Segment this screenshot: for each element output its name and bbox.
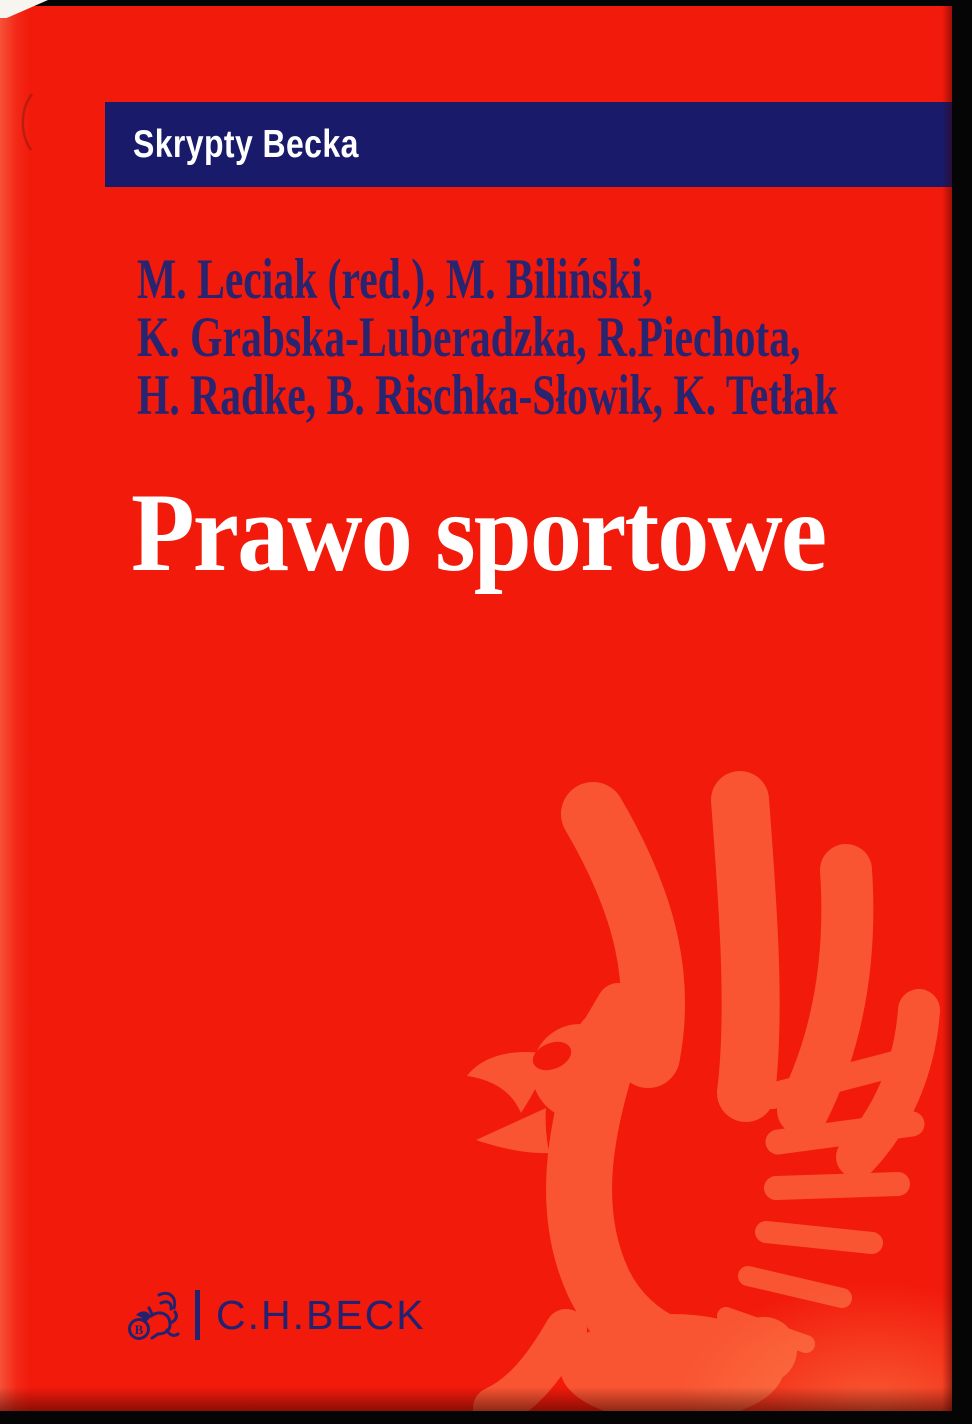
page-edge-band: [0, 6, 30, 1411]
series-banner-label: Skrypty Becka: [133, 123, 359, 166]
publisher-logo: [128, 1286, 426, 1344]
cover: [0, 6, 952, 1411]
series-banner: [105, 102, 952, 187]
phoenix-griffin-watermark-icon: [440, 754, 952, 1411]
bottom-edge-shadow: [0, 1387, 952, 1411]
authors-line: H. Radke, B. Rischka-Słowik, K. Tetłak: [137, 364, 838, 427]
publisher-name: C.H.BECK: [216, 1291, 426, 1338]
authors-line: M. Leciak (red.), M. Biliński,: [137, 248, 653, 311]
scan-glare: [672, 1281, 952, 1411]
right-edge-shadow: [942, 6, 952, 1411]
emblem-monogram: B: [134, 1322, 144, 1337]
vertical-bar-divider-icon: [195, 1290, 200, 1340]
beck-griffin-emblem-icon: [128, 1288, 182, 1342]
authors-block: [137, 248, 838, 427]
authors-line: K. Grabska-Luberadzka, R.Piechota,: [137, 306, 801, 369]
book-title: Prawo sportowe: [131, 471, 826, 595]
crease-mark: [12, 92, 52, 154]
